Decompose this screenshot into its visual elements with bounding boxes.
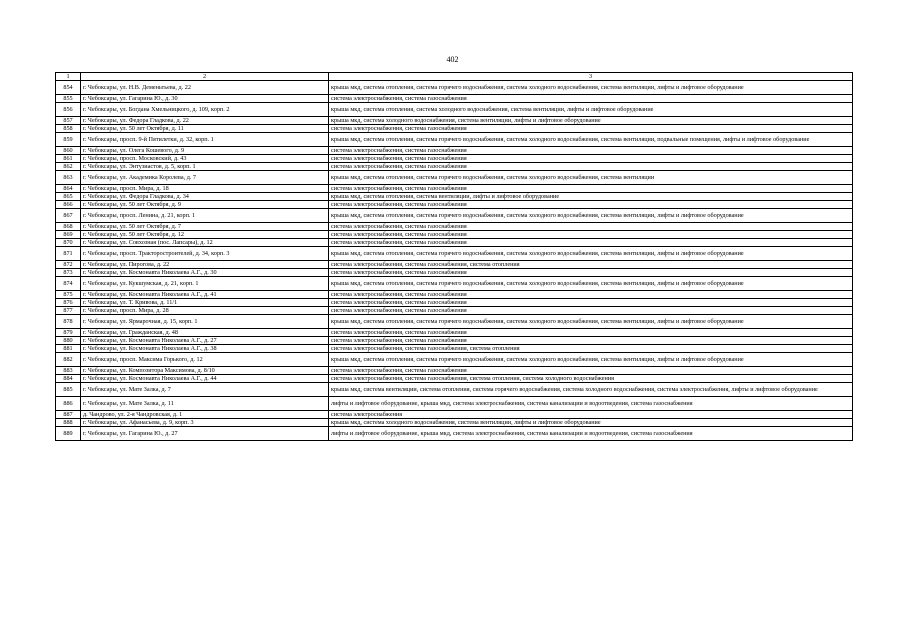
row-number: 871 (56, 247, 81, 261)
table-row (56, 375, 853, 383)
row-number: 886 (56, 397, 81, 411)
row-number: 876 (56, 299, 81, 307)
row-works: система электроснабжения, система газоснабжения (329, 125, 853, 133)
row-number: 866 (56, 201, 81, 209)
row-works: крыша мкд, система отопления, система горячего водоснабжения, система холодного водоснабжения, система вентиляции, лифты и лифтовое оборудование (329, 247, 853, 261)
table-row (56, 209, 853, 223)
row-works: система электроснабжения, система газоснабжения (329, 223, 853, 231)
row-number: 884 (56, 375, 81, 383)
table-row (56, 155, 853, 163)
row-address: г. Чебоксары, ул. Космонавта Николаева А.Г., д. 44 (81, 375, 329, 383)
row-works: система электроснабжения, система газоснабжения (329, 329, 853, 337)
row-address: г. Чебоксары, ул. Мате Залка, д. 11 (81, 397, 329, 411)
row-works: система электроснабжения, система газоснабжения (329, 147, 853, 155)
row-works: крыша мкд, система холодного водоснабжения, система вентиляции, лифты и лифтовое оборудование (329, 117, 853, 125)
table-row (56, 147, 853, 155)
row-address: г. Чебоксары, ул. Космонавта Николаева А.Г., д. 27 (81, 337, 329, 345)
table-row (56, 269, 853, 277)
table-row (56, 419, 853, 427)
register-table-body (56, 73, 853, 441)
row-number: 880 (56, 337, 81, 345)
row-works: крыша мкд, система отопления, система горячего водоснабжения, система холодного водоснабжения, система вентиляции, лифты и лифтовое оборудование (329, 353, 853, 367)
row-address: г. Чебоксары, ул. Композитора Максимова, д. 8/10 (81, 367, 329, 375)
row-number: 889 (56, 427, 81, 441)
row-number: 869 (56, 231, 81, 239)
table-row (56, 81, 853, 95)
row-works: система электроснабжения, система газоснабжения (329, 299, 853, 307)
row-number: 861 (56, 155, 81, 163)
row-number: 860 (56, 147, 81, 155)
row-number: 859 (56, 133, 81, 147)
row-works: система электроснабжения, система газоснабжения (329, 337, 853, 345)
table-row (56, 185, 853, 193)
row-address: г. Чебоксары, ул. Федора Гладкова, д. 22 (81, 117, 329, 125)
row-address: г. Чебоксары, ул. Гагарина Ю., д. 30 (81, 95, 329, 103)
table-row (56, 367, 853, 375)
row-works: система электроснабжения, система газоснабжения (329, 239, 853, 247)
column-header-2: 2 (81, 73, 329, 81)
row-works: система электроснабжения, система газоснабжения, система отопления, система холодного водоснабжения (329, 375, 853, 383)
row-address: г. Чебоксары, ул. Совхозная (пос. Лапсары), д. 12 (81, 239, 329, 247)
row-number: 888 (56, 419, 81, 427)
row-works: крыша мкд, система отопления, система горячего водоснабжения, система холодного водоснабжения, система вентиляции, лифты и лифтовое оборудование (329, 209, 853, 223)
row-address: г. Чебоксары, ул. Ярмарочная, д. 15, корп. 1 (81, 315, 329, 329)
row-address: г. Чебоксары, ул. Гражданская, д. 48 (81, 329, 329, 337)
table-row (56, 171, 853, 185)
row-works: система электроснабжения, система газоснабжения (329, 291, 853, 299)
table-row (56, 133, 853, 147)
row-works: крыша мкд, система отопления, система горячего водоснабжения, система холодного водоснабжения, система вентиляции, лифты и лифтовое оборудование (329, 315, 853, 329)
row-number: 868 (56, 223, 81, 231)
row-address: г. Чебоксары, ул. Энтузиастов, д. 5, корп. 1 (81, 163, 329, 171)
row-number: 882 (56, 353, 81, 367)
row-works: крыша мкд, система отопления, система горячего водоснабжения, система холодного водоснабжения, система вентиляции, подвальные помещения, лифты и лифтовое оборудование (329, 133, 853, 147)
table-row (56, 231, 853, 239)
table-row (56, 239, 853, 247)
row-address: г. Чебоксары, ул. Космонавта Николаева А.Г., д. 38 (81, 345, 329, 353)
table-header-row (56, 73, 853, 81)
table-row (56, 353, 853, 367)
table-row (56, 383, 853, 397)
table-row (56, 277, 853, 291)
row-works: система электроснабжения (329, 411, 853, 419)
row-address: г. Чебоксары, просп. 9-й Пятилетки, д. 32, корп. 1 (81, 133, 329, 147)
row-works: крыша мкд, система вентиляции, система отопления, система горячего водоснабжения, система холодного водоснабжения, система электроснабжения, лифты и лифтовое оборудование (329, 383, 853, 397)
row-address: г. Чебоксары, ул. Гагарина Ю., д. 27 (81, 427, 329, 441)
table-row (56, 427, 853, 441)
row-number: 856 (56, 103, 81, 117)
page-number: 402 (446, 55, 459, 64)
row-number: 885 (56, 383, 81, 397)
row-address: г. Чебоксары, просп. Московский, д. 43 (81, 155, 329, 163)
table-row (56, 345, 853, 353)
table-row (56, 261, 853, 269)
row-address: г. Чебоксары, ул. 50 лет Октября, д. 12 (81, 231, 329, 239)
row-address: г. Чебоксары, ул. Афанасьева, д. 9, корп. 3 (81, 419, 329, 427)
row-number: 875 (56, 291, 81, 299)
table-row (56, 337, 853, 345)
table-row (56, 125, 853, 133)
row-address: г. Чебоксары, ул. Н.В. Деменьтьева, д. 22 (81, 81, 329, 95)
table-row (56, 193, 853, 201)
row-number: 874 (56, 277, 81, 291)
row-works: крыша мкд, система отопления, система горячего водоснабжения, система холодного водоснабжения, система вентиляции, лифты и лифтовое оборудование (329, 81, 853, 95)
register-table (55, 72, 853, 441)
row-number: 883 (56, 367, 81, 375)
row-works: система электроснабжения, система газоснабжения (329, 201, 853, 209)
row-address: г. Чебоксары, ул. 50 лет Октября, д. 9 (81, 201, 329, 209)
row-works: система электроснабжения, система газоснабжения (329, 163, 853, 171)
table-row (56, 411, 853, 419)
row-address: г. Чебоксары, ул. Богдана Хмельницкого, д. 109, корп. 2 (81, 103, 329, 117)
table-row (56, 315, 853, 329)
row-number: 863 (56, 171, 81, 185)
table-row (56, 103, 853, 117)
row-number: 879 (56, 329, 81, 337)
table-row (56, 329, 853, 337)
row-number: 873 (56, 269, 81, 277)
row-number: 867 (56, 209, 81, 223)
row-works: крыша мкд, система отопления, система горячего водоснабжения, система холодного водоснабжения, система вентиляции (329, 171, 853, 185)
row-address: г. Чебоксары, ул. 50 лет Октября, д. 11 (81, 125, 329, 133)
row-works: система электроснабжения, система газоснабжения (329, 307, 853, 315)
row-number: 878 (56, 315, 81, 329)
row-address: г. Чебоксары, ул. Пирогова, д. 22 (81, 261, 329, 269)
row-address: г. Чебоксары, ул. Космонавта Николаева А.Г., д. 41 (81, 291, 329, 299)
column-header-3: 3 (329, 73, 853, 81)
row-address: г. Чебоксары, ул. Кукшумская, д. 21, корп. 1 (81, 277, 329, 291)
row-works: крыша мкд, система холодного водоснабжения, система вентиляции, лифты и лифтовое оборудование (329, 419, 853, 427)
row-number: 854 (56, 81, 81, 95)
row-address: г. Чебоксары, ул. Космонавта Николаева А.Г., д. 30 (81, 269, 329, 277)
row-address: г. Чебоксары, просп. Мира, д. 28 (81, 307, 329, 315)
row-address: г. Чебоксары, просп. Ленина, д. 21, корп. 1 (81, 209, 329, 223)
table-row (56, 201, 853, 209)
row-works: лифты и лифтовое оборудование, крыша мкд, система электроснабжения, система канализации и водоотведения, система газоснабжения (329, 397, 853, 411)
row-address: г. Чебоксары, ул. Мате Залка, д. 7 (81, 383, 329, 397)
row-address: г. Чебоксары, ул. Федора Гладкова, д. 34 (81, 193, 329, 201)
row-works: лифты и лифтовое оборудование, крыша мкд, система электроснабжения, система канализации и водоотведения, система газоснабжения (329, 427, 853, 441)
table-row (56, 397, 853, 411)
row-works: система электроснабжения, система газоснабжения (329, 95, 853, 103)
table-row (56, 291, 853, 299)
row-address: г. Чебоксары, ул. Академика Королева, д. 7 (81, 171, 329, 185)
row-works: система электроснабжения, система газоснабжения (329, 231, 853, 239)
row-address: г. Чебоксары, ул. Олега Кошевого, д. 9 (81, 147, 329, 155)
row-number: 870 (56, 239, 81, 247)
table-row (56, 299, 853, 307)
table-row (56, 223, 853, 231)
row-works: система электроснабжения, система газоснабжения (329, 269, 853, 277)
row-number: 865 (56, 193, 81, 201)
table-row (56, 163, 853, 171)
row-number: 857 (56, 117, 81, 125)
row-number: 877 (56, 307, 81, 315)
row-address: г. Чебоксары, просп. Максима Горького, д. 12 (81, 353, 329, 367)
row-address: г. Чебоксары, просп. Тракторостроителей, д. 34, корп. 3 (81, 247, 329, 261)
row-works: крыша мкд, система отопления, система холодного водоснабжения, система вентиляции, лифты и лифтовое оборудование (329, 103, 853, 117)
row-works: система электроснабжения, система газоснабжения (329, 185, 853, 193)
row-number: 881 (56, 345, 81, 353)
table-row (56, 95, 853, 103)
row-works: система электроснабжения, система газоснабжения (329, 367, 853, 375)
table-row (56, 247, 853, 261)
row-number: 887 (56, 411, 81, 419)
row-address: д. Чандрово, ул. 2-я Чандровская, д. 1 (81, 411, 329, 419)
row-number: 864 (56, 185, 81, 193)
row-works: система электроснабжения, система газоснабжения (329, 155, 853, 163)
row-number: 858 (56, 125, 81, 133)
table-row (56, 307, 853, 315)
row-works: система электроснабжения, система газоснабжения, система отопления (329, 345, 853, 353)
row-address: г. Чебоксары, ул. 50 лет Октября, д. 7 (81, 223, 329, 231)
row-works: система электроснабжения, система газоснабжения, система отопления (329, 261, 853, 269)
row-works: крыша мкд, система отопления, система горячего водоснабжения, система холодного водоснабжения, система вентиляции, лифты и лифтовое оборудование (329, 277, 853, 291)
row-address: г. Чебоксары, просп. Мира, д. 18 (81, 185, 329, 193)
row-address: г. Чебоксары, ул. Т. Кривова, д. 11/1 (81, 299, 329, 307)
row-works: крыша мкд, система отопления, система вентиляции, лифты и лифтовое оборудование (329, 193, 853, 201)
row-number: 855 (56, 95, 81, 103)
column-header-1: 1 (56, 73, 81, 81)
table-row (56, 117, 853, 125)
row-number: 872 (56, 261, 81, 269)
row-number: 862 (56, 163, 81, 171)
